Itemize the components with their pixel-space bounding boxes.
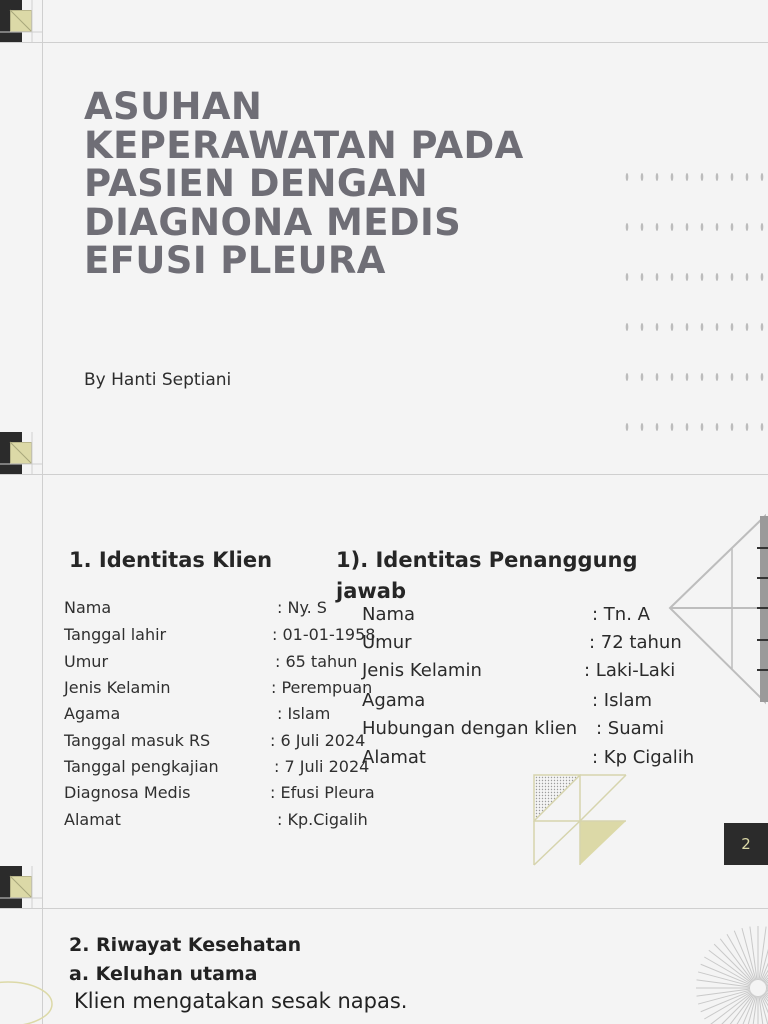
client-identity-heading: 1. Identitas Klien xyxy=(69,548,273,572)
guardian-row xyxy=(362,660,482,681)
divider-line xyxy=(42,432,43,866)
field-label: Jenis Kelamin xyxy=(362,660,482,681)
client-row xyxy=(64,810,121,829)
field-value: : 72 tahun xyxy=(589,632,682,653)
field-value: : 6 Juli 2024 xyxy=(270,731,366,750)
client-value xyxy=(277,704,330,723)
field-label: Tanggal pengkajian xyxy=(64,757,219,776)
slide-pengkajian xyxy=(0,432,768,866)
title-line: DIAGNONA MEDIS xyxy=(84,200,462,244)
sunburst-ray xyxy=(714,944,752,982)
field-value: : Islam xyxy=(592,690,653,711)
corner-ornament xyxy=(0,432,42,474)
section-heading: 2. Riwayat Kesehatan xyxy=(69,934,302,956)
guardian-value xyxy=(589,632,682,653)
field-label: Jenis Kelamin xyxy=(64,678,171,697)
field-value: : 7 Juli 2024 xyxy=(274,757,370,776)
field-value: : Islam xyxy=(277,704,331,723)
guardian-value xyxy=(592,604,650,625)
field-value: : Perempuan xyxy=(271,678,373,697)
sunburst-ray xyxy=(762,934,768,981)
slide-title xyxy=(0,0,768,432)
field-label: Alamat xyxy=(362,747,426,768)
field-value: : Kp Cigalih xyxy=(592,747,695,768)
dot-pattern-decoration xyxy=(620,168,768,432)
guardian-value xyxy=(584,660,675,681)
corner-ornament xyxy=(0,0,42,42)
field-value: : Laki-Laki xyxy=(584,660,676,681)
guardian-value xyxy=(596,718,664,739)
client-row xyxy=(64,598,111,617)
guardian-row xyxy=(362,747,426,768)
title-line: PASIEN DENGAN xyxy=(84,162,429,205)
client-value xyxy=(271,678,372,697)
author-byline: By Hanti Septiani xyxy=(84,370,232,390)
client-row xyxy=(64,678,171,697)
guardian-row xyxy=(362,632,412,653)
field-label: Tanggal lahir xyxy=(64,625,167,644)
field-value: : Suami xyxy=(596,718,665,739)
client-row xyxy=(64,731,210,750)
title-line: KEPERAWATAN PADA xyxy=(84,123,524,167)
geometric-ornament xyxy=(665,514,768,706)
client-row xyxy=(64,625,166,644)
presentation-title xyxy=(84,85,564,282)
client-value xyxy=(270,731,365,750)
field-label: Nama xyxy=(362,604,416,625)
field-value: : Kp.Cigalih xyxy=(277,810,368,829)
subsection-heading: a. Keluhan utama xyxy=(69,963,258,985)
title-line: EFUSI PLEURA xyxy=(84,239,386,282)
guardian-identity-heading xyxy=(336,545,638,607)
divider-line xyxy=(0,908,768,909)
client-value xyxy=(270,783,375,802)
guardian-value xyxy=(592,690,652,711)
complaint-text: Klien mengatakan sesak napas. xyxy=(74,989,408,1013)
guardian-row xyxy=(362,690,425,711)
client-value xyxy=(277,598,327,617)
client-row xyxy=(64,783,190,802)
client-row xyxy=(64,704,120,723)
guardian-row xyxy=(362,604,415,625)
field-value: : Tn. A xyxy=(592,604,650,625)
guardian-row xyxy=(362,718,577,739)
field-label: Diagnosa Medis xyxy=(64,783,191,802)
divider-line xyxy=(0,474,768,475)
ellipse-ornament xyxy=(0,971,56,1024)
client-value xyxy=(277,810,368,829)
field-label: Agama xyxy=(64,704,121,723)
client-value xyxy=(274,757,369,776)
field-value: : Efusi Pleura xyxy=(270,783,375,802)
client-value xyxy=(275,652,357,671)
field-label: Tanggal masuk RS xyxy=(64,731,211,750)
triangle-ornament xyxy=(532,773,628,866)
field-label: Nama xyxy=(64,598,112,617)
corner-ornament xyxy=(0,866,42,908)
client-row xyxy=(64,757,219,776)
client-value xyxy=(272,625,375,644)
field-label: Alamat xyxy=(64,810,121,829)
guardian-value xyxy=(592,747,694,768)
divider-line xyxy=(42,0,43,432)
guardian-heading-line: 1). Identitas Penanggung xyxy=(336,548,638,572)
title-line: ASUHAN xyxy=(84,85,263,128)
divider-line xyxy=(0,42,768,43)
field-value: : 01-01-1958 xyxy=(272,625,376,644)
field-value: : Ny. S xyxy=(277,598,327,617)
field-label: Agama xyxy=(362,690,426,711)
field-value: : 65 tahun xyxy=(275,652,358,671)
slide-riwayat xyxy=(0,866,768,1024)
field-label: Umur xyxy=(64,652,109,671)
page-number: 2 xyxy=(724,823,768,865)
field-label: Hubungan dengan klien xyxy=(362,718,578,739)
field-label: Umur xyxy=(362,632,412,653)
client-row xyxy=(64,652,108,671)
guardian-heading-line: jawab xyxy=(336,579,406,603)
sunburst-ornament xyxy=(648,926,768,1024)
